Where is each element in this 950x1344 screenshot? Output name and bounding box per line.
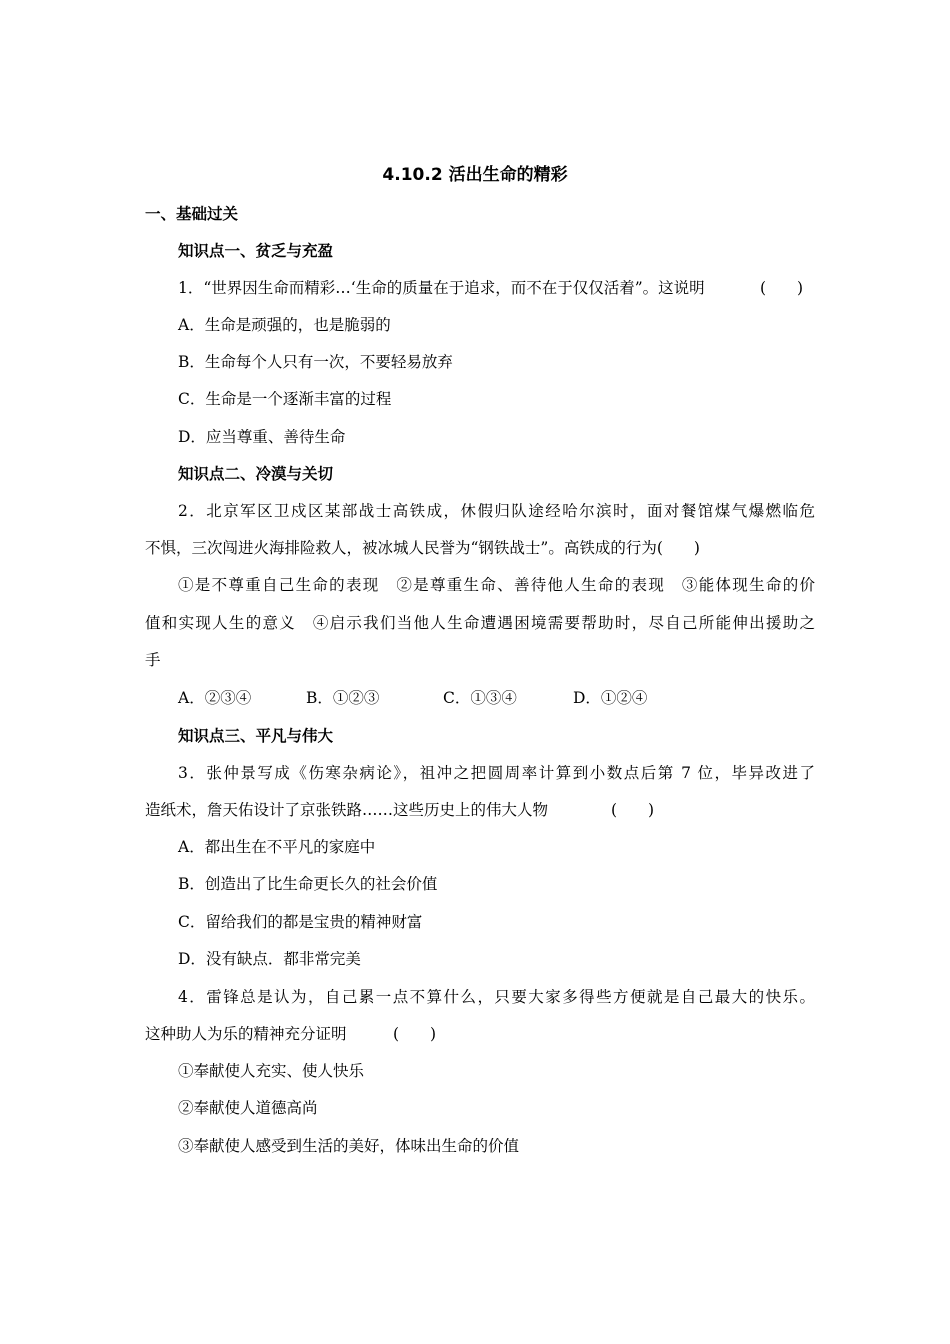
question-2-option-a: A．②③④	[178, 689, 252, 707]
question-2-statements-line-1: ①是不尊重自己生命的表现 ②是尊重生命、善待他人生命的表现 ③能体现生命的价	[178, 576, 815, 594]
question-2-stem-line-2: 不惧，三次闯进火海排险救人，被冰城人民誉为“钢铁战士”。高铁成的行为( )	[145, 539, 700, 557]
page-title: 4.10.2 活出生命的精彩	[382, 165, 568, 185]
question-2-option-c: C．①③④	[443, 689, 517, 707]
question-2-statements-line-3: 手	[145, 651, 161, 669]
question-1-stem-text: 1．“世界因生命而精彩…‘生命的质量在于追求，而不在于仅仅活着”。这说明	[178, 279, 705, 297]
question-2-option-d: D．①②④	[573, 689, 648, 707]
question-4-stem-line-1: 4．雷锋总是认为，自己累一点不算什么，只要大家多得些方便就是自己最大的快乐。	[178, 988, 815, 1006]
knowledge-point-2: 知识点二、冷漠与关切	[178, 465, 334, 483]
question-3-stem-line-2-text: 造纸术，詹天佑设计了京张铁路……这些历史上的伟大人物	[145, 801, 549, 819]
question-2-statements-line-2: 值和实现人生的意义 ④启示我们当他人生命遭遇困境需要帮助时，尽自己所能伸出援助之	[145, 614, 815, 632]
question-3-stem-line-1: 3．张仲景写成《伤寒杂病论》，祖冲之把圆周率计算到小数点后第 7 位，毕异改进了	[178, 764, 815, 782]
question-1-option-c: C．生命是一个逐渐丰富的过程	[178, 390, 392, 408]
section-heading-basics: 一、基础过关	[145, 205, 239, 223]
question-4-stem-line-2-text: 这种助人为乐的精神充分证明	[145, 1025, 347, 1043]
question-4-stem-line-2	[145, 1022, 815, 1046]
question-2-stem-line-1: 2．北京军区卫戍区某部战士高铁成，休假归队途经哈尔滨时，面对餐馆煤气爆燃临危	[178, 502, 815, 520]
question-1-option-a: A．生命是顽强的，也是脆弱的	[178, 316, 391, 334]
question-4-answer-blank: ( )	[393, 1025, 437, 1043]
question-1-answer-blank: ( )	[760, 279, 804, 297]
question-1-option-b: B．生命每个人只有一次，不要轻易放弃	[178, 353, 453, 371]
question-3-option-a: A．都出生在不平凡的家庭中	[178, 838, 376, 856]
question-3-option-c: C．留给我们的都是宝贵的精神财富	[178, 913, 423, 931]
question-3-answer-blank: ( )	[611, 801, 655, 819]
question-4-statement-2: ②奉献使人道德高尚	[178, 1099, 318, 1117]
knowledge-point-3: 知识点三、平凡与伟大	[178, 727, 334, 745]
question-3-option-b: B．创造出了比生命更长久的社会价值	[178, 875, 438, 893]
question-3-stem-line-2	[145, 798, 815, 822]
question-4-statement-1: ①奉献使人充实、使人快乐	[178, 1062, 365, 1080]
question-4-statement-3: ③奉献使人感受到生活的美好，体味出生命的价值	[178, 1137, 520, 1155]
question-1-option-d: D．应当尊重、善待生命	[178, 428, 346, 446]
question-3-option-d: D．没有缺点．都非常完美	[178, 950, 361, 968]
question-1-stem	[145, 276, 815, 300]
question-2-option-b: B．①②③	[306, 689, 380, 707]
knowledge-point-1: 知识点一、贫乏与充盈	[178, 242, 334, 260]
